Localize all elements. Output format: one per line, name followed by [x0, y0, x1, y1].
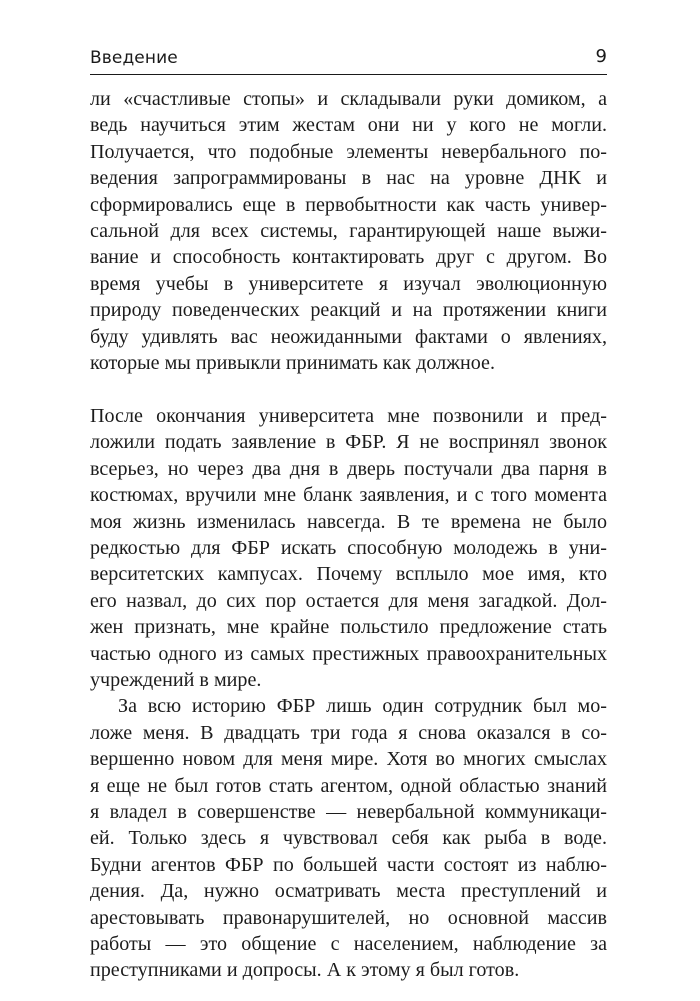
text-line: ведения запрограммированы в нас на уровне ДНК и: [90, 167, 607, 190]
text-line: Получается, что подобные элементы невербального по-: [90, 140, 607, 163]
text-line: После окончания университета мне позвонили и пред-: [90, 405, 607, 428]
paragraph-gap: [90, 376, 607, 403]
running-header: [90, 46, 607, 75]
text-line: ведь научиться этим жестам они ни у кого не могли.: [90, 114, 607, 137]
text-line: его назвал, до сих пор остается для меня загадкой. Дол-: [90, 589, 607, 612]
text-line: ложили подать заявление в ФБР. Я не воспринял звонок: [90, 431, 607, 454]
page-number: 9: [595, 46, 607, 67]
text-line: моя жизнь изменилась навсегда. В те времена не было: [90, 510, 607, 533]
text-line: учреждений в мире.: [90, 669, 262, 691]
paragraph: [90, 403, 607, 693]
text-line: буду удивлять вас неожиданными фактами о явлениях,: [90, 325, 607, 348]
body-text: [90, 86, 607, 984]
paragraph: [90, 86, 607, 376]
text-line: сформировались еще в первобытности как часть универ-: [90, 193, 607, 216]
text-line: частью одного из самых престижных правоохранительных: [90, 642, 607, 665]
text-line: сальной для всех системы, гарантирующей наше выжи-: [90, 219, 607, 242]
text-line: я еще не был готов стать агентом, одной областью знаний: [90, 774, 607, 797]
paragraph: [90, 693, 607, 983]
text-line: За всю историю ФБР лишь один сотрудник был мо-: [118, 695, 607, 718]
text-line: ли «счастливые стопы» и складывали руки домиком, а: [90, 88, 607, 110]
text-line: вершенно новом для меня мире. Хотя во многих смыслах: [90, 748, 607, 771]
text-line: редкостью для ФБР искать способную молодежь в уни-: [90, 537, 607, 560]
section-title: Введение: [90, 48, 178, 68]
text-line: я владел в совершенстве — невербальной коммуникаци-: [90, 800, 607, 823]
text-line: всерьез, но через два дня в дверь постучали два парня в: [90, 457, 607, 480]
text-line: верситетских кампусах. Почему всплыло мое имя, кто: [90, 563, 607, 586]
text-line: которые мы привыкли принимать как должное.: [90, 351, 495, 374]
text-line: время учебы в университете я изучал эволюционную: [90, 272, 607, 295]
text-line: жен признать, мне крайне польстило предложение стать: [90, 616, 607, 639]
text-line: преступниками и допросы. А к этому я был готов.: [90, 959, 520, 982]
text-line: работы — это общение с населением, наблюдение за: [90, 932, 607, 955]
text-line: ложе меня. В двадцать три года я снова оказался в со-: [90, 721, 607, 744]
text-line: арестовывать правонарушителей, но основной массив: [90, 906, 607, 929]
text-line: Будни агентов ФБР по большей части состоят из наблю-: [90, 853, 607, 876]
text-line: костюмах, вручили мне бланк заявления, и с того момента: [90, 484, 607, 507]
text-line: природу поведенческих реакций и на протяжении книги: [90, 299, 607, 322]
text-line: дения. Да, нужно осматривать места преступлений и: [90, 880, 607, 903]
text-line: ей. Только здесь я чувствовал себя как рыба в воде.: [90, 827, 607, 850]
text-line: вание и способность контактировать друг с другом. Во: [90, 246, 607, 269]
